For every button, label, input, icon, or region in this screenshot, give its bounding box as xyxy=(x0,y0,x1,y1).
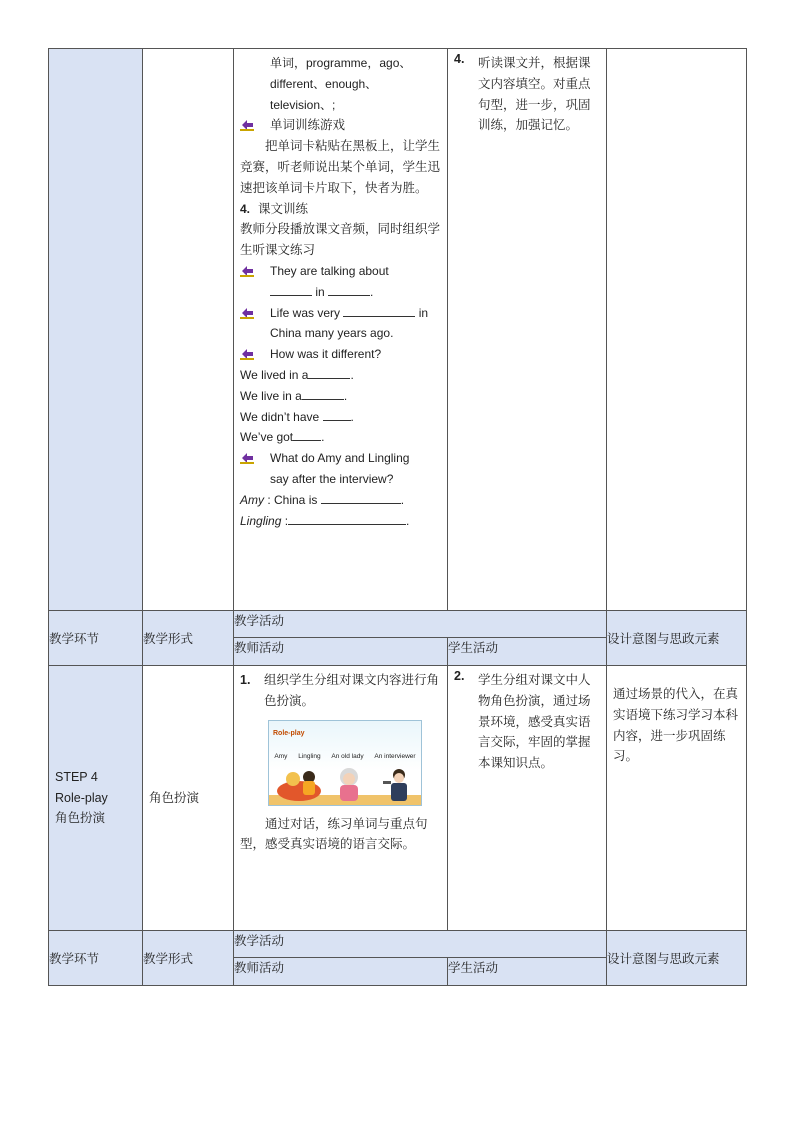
question-item xyxy=(240,261,441,303)
question-blank-line xyxy=(270,303,441,324)
answer-text: . xyxy=(343,388,348,403)
bullet-arrow-icon xyxy=(240,307,254,319)
header-activity: 教学活动 xyxy=(234,611,607,638)
role-name: An interviewer xyxy=(374,752,416,760)
game-description: 把单词卡粘贴在黑板上，让学生竞赛，听老师说出某个单词，学生迅速把该单词卡片取下，快者为胜。 xyxy=(240,138,441,195)
student-activity xyxy=(454,49,606,140)
question-item xyxy=(240,344,441,365)
answer-line xyxy=(240,365,441,386)
step-description: 教师分段播放课文音频，同时组织学生听课文练习 xyxy=(240,221,441,258)
step-label-en: Role-play xyxy=(55,790,108,805)
word-list-line: 单词，programme，ago、 xyxy=(270,56,412,70)
bullet-arrow-icon xyxy=(240,348,254,360)
teacher-step-number: 1. xyxy=(240,673,251,687)
teacher-step xyxy=(240,670,441,712)
speaker-amy: Amy xyxy=(240,492,264,507)
header-activity: 教学活动 xyxy=(234,931,607,958)
role-play-illustration xyxy=(269,761,421,805)
blank xyxy=(323,408,351,421)
question-item xyxy=(240,448,441,490)
bullet-arrow-icon xyxy=(240,452,254,464)
header-teacher: 教师活动 xyxy=(234,958,448,986)
word-list-line: television、; xyxy=(270,97,336,112)
question-text: in xyxy=(312,284,329,299)
answer-line xyxy=(240,511,441,532)
student-step-text: 学生分组对课文中人物角色扮演，通过场景环境，感受真实语言交际，牢固的掌握本课知识点。 xyxy=(478,672,591,771)
step-label: STEP 4 xyxy=(55,769,98,784)
answer-line xyxy=(240,490,441,511)
teacher-step-text-2: 通过对话，练习单词与重点句型，感受真实语境的语言交际。 xyxy=(240,815,428,852)
role-play-tag: Role-play xyxy=(273,729,305,737)
stage-cell-empty xyxy=(49,49,143,611)
design-text: 通过场景的代入，在真实语境下练习学习本科内容，进一步巩固练习。 xyxy=(613,686,739,764)
answer-text: : xyxy=(281,513,289,528)
blank xyxy=(308,366,350,379)
student-step-number: 2. xyxy=(454,669,465,683)
student-activity-cell xyxy=(448,49,607,611)
answer-text: We lived in a xyxy=(240,367,309,382)
role-name: An old lady xyxy=(331,752,364,760)
question-text: Life was very xyxy=(270,305,341,320)
blank xyxy=(270,283,312,296)
answer-line xyxy=(240,407,441,428)
role-name: Amy xyxy=(274,752,288,760)
question-text: say after the interview? xyxy=(270,471,394,486)
answer-text: . xyxy=(400,492,405,507)
question-text: China many years ago. xyxy=(270,326,394,341)
step-number: 4. xyxy=(240,201,251,216)
step4-teacher-cell xyxy=(234,666,448,931)
header-teacher: 教师活动 xyxy=(234,638,448,666)
step4-student-cell xyxy=(448,666,607,931)
answer-text: We didn’t have xyxy=(240,409,320,424)
lesson-plan-table xyxy=(48,48,747,986)
answer-text: . xyxy=(406,513,410,528)
answer-text: . xyxy=(321,430,325,445)
step4-form-cell xyxy=(143,666,234,931)
role-play-picture xyxy=(268,720,422,806)
header-form: 教学形式 xyxy=(143,931,234,986)
header-design: 设计意图与思政元素 xyxy=(607,931,747,986)
word-list-line: different、enough、 xyxy=(270,76,378,91)
header-form: 教学形式 xyxy=(143,611,234,666)
blank xyxy=(302,387,344,400)
bullet-arrow-icon xyxy=(240,265,254,277)
teacher-step-text: 组织学生分组对课文内容进行角色扮演。 xyxy=(264,672,440,708)
header-student: 学生活动 xyxy=(448,958,607,986)
answer-text: . xyxy=(350,367,354,382)
header-design: 设计意图与思政元素 xyxy=(607,611,747,666)
design-cell-empty xyxy=(607,49,747,611)
answer-text: We’ve got xyxy=(240,430,294,445)
answer-text: : China is xyxy=(264,492,321,507)
blank xyxy=(293,428,321,441)
header-student: 学生活动 xyxy=(448,638,607,666)
step-label-cn: 角色扮演 xyxy=(55,810,106,826)
teacher-activity-cell xyxy=(234,49,448,611)
step-heading xyxy=(240,199,441,220)
student-step-text: 听读课文并，根据课文内容填空。对重点句型，进一步，巩固训练，加强记忆。 xyxy=(478,55,591,133)
answer-line xyxy=(240,427,441,448)
question-blank-line xyxy=(270,282,441,303)
student-step-number: 4. xyxy=(454,52,465,66)
question-text: How was it different? xyxy=(270,347,382,362)
header-stage: 教学环节 xyxy=(49,931,143,986)
step4-design-cell xyxy=(607,666,747,931)
answer-text: We live in a xyxy=(240,388,302,403)
question-item xyxy=(240,303,441,345)
answer-line xyxy=(240,386,441,407)
question-text: . xyxy=(370,284,374,299)
header-row xyxy=(49,611,747,638)
bullet-item xyxy=(240,115,441,136)
blank xyxy=(321,491,401,504)
continuation-row xyxy=(49,49,747,611)
blank xyxy=(343,304,415,317)
step4-row xyxy=(49,666,747,931)
form-text: 角色扮演 xyxy=(149,789,200,805)
question-text: They are talking about xyxy=(270,263,389,278)
question-text: in xyxy=(415,305,429,320)
speaker-lingling: Lingling xyxy=(240,513,282,528)
question-text: What do Amy and Lingling xyxy=(270,451,410,466)
step-title: 课文训练 xyxy=(257,200,308,216)
form-cell-empty xyxy=(143,49,234,611)
student-step xyxy=(454,666,606,778)
answer-text: . xyxy=(350,409,354,424)
blank xyxy=(288,512,406,525)
header-row-2 xyxy=(49,931,747,958)
header-stage: 教学环节 xyxy=(49,611,143,666)
blank xyxy=(328,283,370,296)
game-title: 单词训练游戏 xyxy=(270,117,346,133)
role-name: Lingling xyxy=(298,752,321,760)
bullet-arrow-icon xyxy=(240,119,254,131)
step4-stage-cell xyxy=(49,666,143,931)
